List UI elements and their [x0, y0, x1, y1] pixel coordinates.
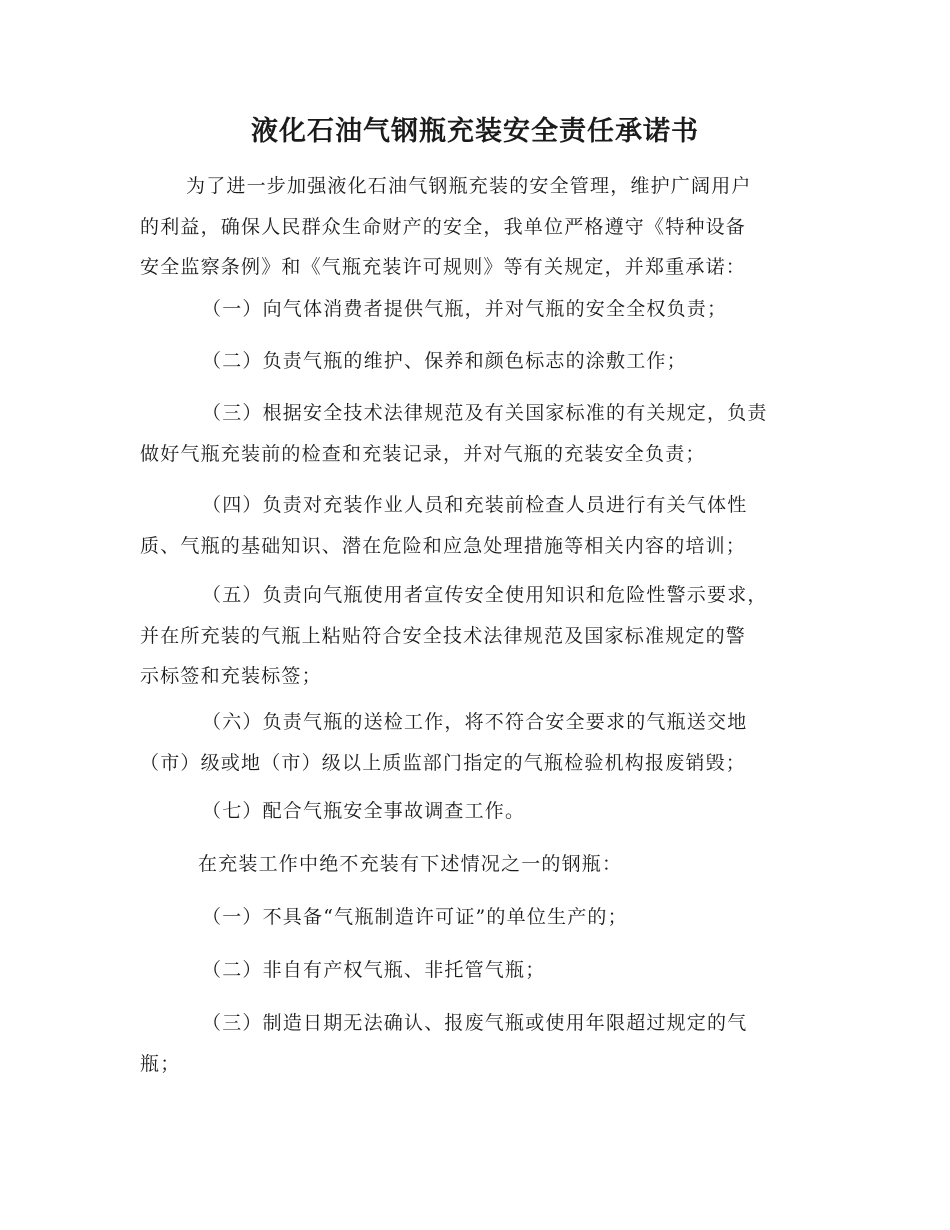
commitment-line: （二）负责气瓶的维护、保养和颜色标志的涂敷工作； — [202, 350, 687, 372]
commitment-line: （市）级或地（市）级以上质监部门指定的气瓶检验机构报废销毁； — [140, 751, 747, 774]
commitment-item — [140, 485, 810, 566]
commitment-line: （一）向气体消费者提供气瓶，并对气瓶的安全全权负责； — [202, 298, 728, 320]
commitment-line: （四）负责对充装作业人员和充装前检查人员进行有关气体性 — [202, 494, 748, 516]
commitment-item — [140, 393, 810, 474]
refusal-intro-line: 在充装工作中绝不充装有下述情况之一的钢瓶： — [198, 853, 623, 875]
commitment-item — [140, 289, 810, 330]
intro-line: 为了进一步加强液化石油气钢瓶充装的安全管理，维护广阔用户 — [186, 175, 752, 197]
commitment-line: （六）负责气瓶的送检工作，将不符合安全要求的气瓶送交地 — [202, 711, 748, 733]
commitment-item — [140, 575, 810, 697]
intro-line: 的利益，确保人民群众生命财产的安全，我单位严格遵守《特种设备 — [140, 215, 747, 238]
refusal-line: （三）制造日期无法确认、报废气瓶或使用年限超过规定的气 — [202, 1012, 748, 1034]
commitment-line: 质、气瓶的基础知识、潜在危险和应急处理措施等相关内容的培训； — [140, 534, 747, 557]
commitment-line: （五）负责向气瓶使用者宣传安全使用知识和危险性警示要求， — [202, 584, 768, 606]
commitment-line: （七）配合气瓶安全事故调查工作。 — [202, 800, 526, 822]
refusal-item — [140, 897, 810, 938]
refusal-line: （二）非自有产权气瓶、非托管气瓶； — [202, 959, 546, 981]
commitment-line: 做好气瓶充装前的检查和充装记录，并对气瓶的充装安全负责； — [140, 442, 706, 465]
document-title: 液化石油气钢瓶充装安全责任承诺书 — [251, 116, 699, 147]
commitment-line: 并在所充装的气瓶上粘贴符合安全技术法律规范及国家标准规定的警 — [140, 624, 747, 647]
commitment-item — [140, 791, 810, 832]
commitment-line: 示标签和充装标签； — [140, 665, 322, 687]
refusal-item — [140, 950, 810, 991]
refusal-intro — [140, 844, 810, 885]
intro-line: 安全监察条例》和《气瓶充装许可规则》等有关规定，并郑重承诺： — [140, 256, 747, 278]
refusal-line: （一）不具备“气瓶制造许可证”的单位生产的； — [202, 906, 628, 928]
intro-paragraph — [140, 166, 810, 288]
commitment-line: （三）根据安全技术法律规范及有关国家标准的有关规定，负责 — [202, 402, 768, 424]
refusal-item — [140, 1003, 810, 1084]
refusal-line: 瓶； — [140, 1052, 181, 1075]
commitment-item — [140, 341, 810, 382]
commitment-item — [140, 702, 810, 783]
